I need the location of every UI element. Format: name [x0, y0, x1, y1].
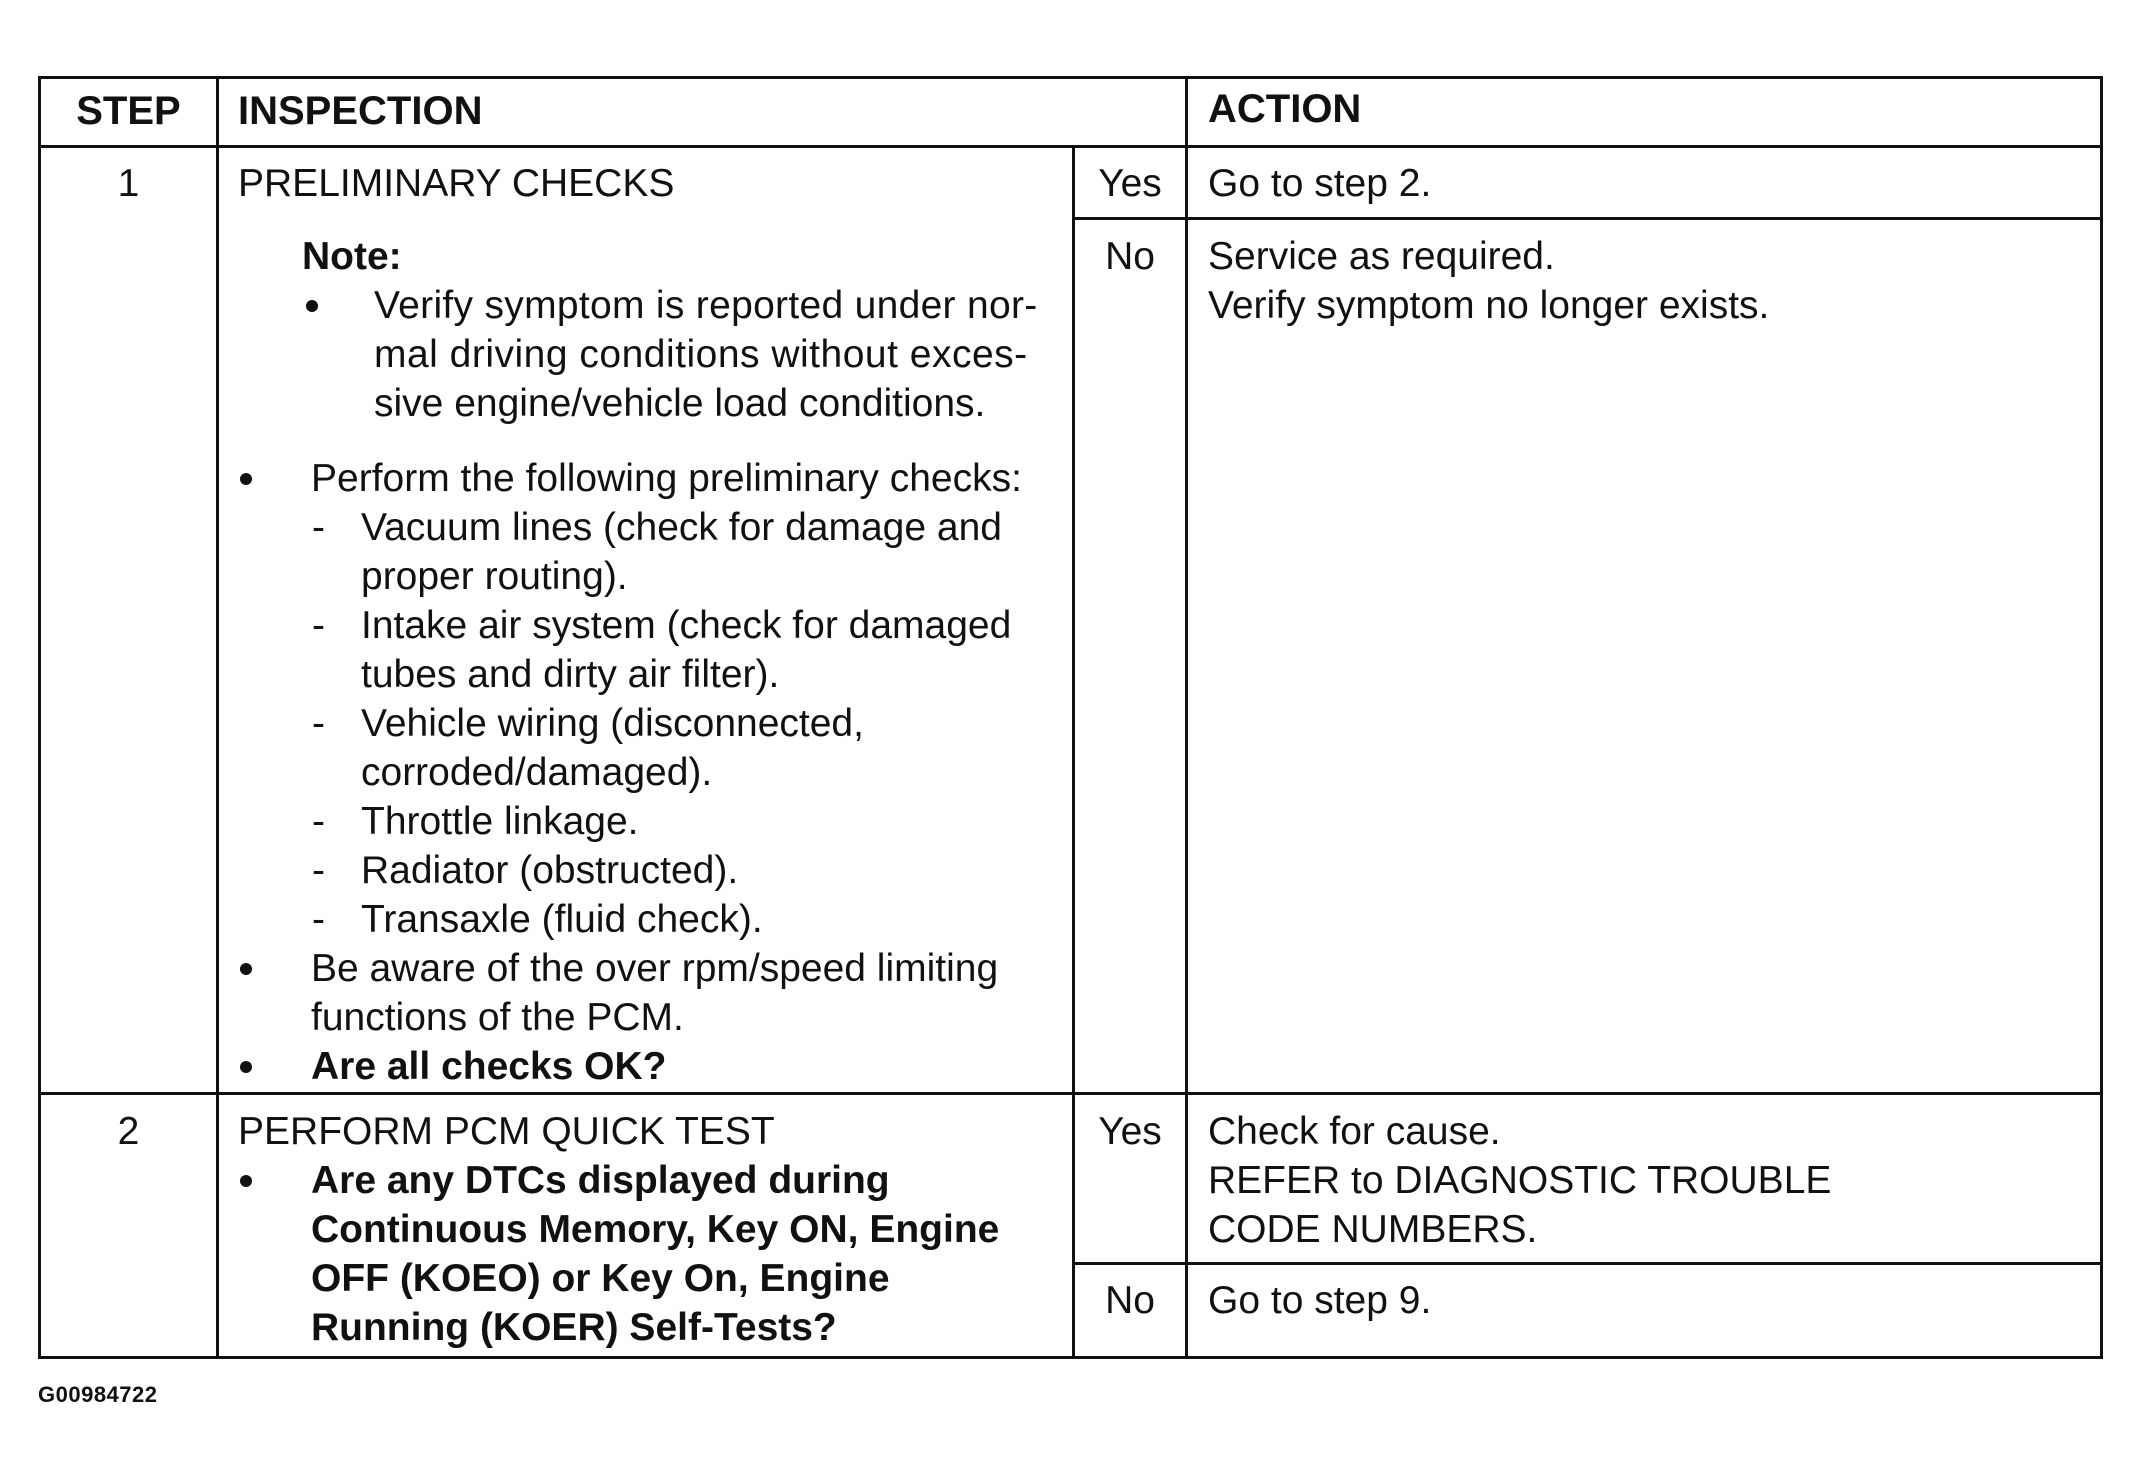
row1-question: Are all checks OK?	[311, 1045, 667, 1088]
row1-bullet2-line: Be aware of the over rpm/speed limiting	[311, 947, 999, 990]
table-border-bottom	[38, 1356, 2103, 1359]
row1-title: PRELIMINARY CHECKS	[238, 162, 675, 205]
row2-yes-action-line: Check for cause.	[1208, 1110, 1501, 1153]
dash-marker: -	[312, 898, 325, 941]
dash-marker: -	[312, 506, 325, 549]
row2-question-line: Running (KOER) Self-Tests?	[311, 1306, 837, 1349]
note-line: sive engine/vehicle load conditions.	[374, 382, 986, 425]
action-column-divider	[1185, 76, 1188, 1359]
row2-yes-no-divider	[1072, 1262, 2103, 1265]
check-line: Vehicle wiring (disconnected,	[361, 702, 864, 745]
row1-no-action-line: Verify symptom no longer exists.	[1208, 284, 1770, 327]
row1-step-number: 1	[117, 162, 140, 205]
table-border-right	[2100, 76, 2103, 1359]
row2-question-line: OFF (KOEO) or Key On, Engine	[311, 1257, 890, 1300]
row2-question-line: Continuous Memory, Key ON, Engine	[311, 1208, 1000, 1251]
yes-no-column-divider	[1072, 145, 1075, 1359]
note-line: mal driving conditions without exces-	[374, 333, 1028, 376]
check-line: proper routing).	[361, 555, 628, 598]
row1-no-label: No	[1105, 235, 1155, 278]
question-bullet	[240, 1061, 252, 1073]
check-line: corroded/damaged).	[361, 751, 713, 794]
header-action: ACTION	[1208, 87, 1362, 131]
row1-no-action-line: Service as required.	[1208, 235, 1555, 278]
note-line: Verify symptom is reported under nor-	[374, 284, 1038, 327]
dash-marker: -	[312, 702, 325, 745]
checks-bullet	[240, 473, 252, 485]
check-line: tubes and dirty air filter).	[361, 653, 780, 696]
figure-code: G00984722	[38, 1382, 158, 1407]
row2-title: PERFORM PCM QUICK TEST	[238, 1110, 775, 1153]
check-line: Intake air system (check for damaged	[361, 604, 1012, 647]
check-line: Radiator (obstructed).	[361, 849, 739, 892]
row2-question-bullet	[240, 1175, 252, 1187]
check-line: Vacuum lines (check for damage and	[361, 506, 1002, 549]
header-inspection: INSPECTION	[238, 89, 483, 133]
row1-note-label: Note:	[302, 235, 402, 278]
check-line: Transaxle (fluid check).	[361, 898, 763, 941]
step-column-divider	[216, 76, 219, 1359]
table-border-top	[38, 76, 2103, 79]
note-bullet	[306, 300, 318, 312]
row2-yes-action-line: CODE NUMBERS.	[1208, 1208, 1538, 1251]
table-border-left	[38, 76, 41, 1359]
row2-no-action: Go to step 9.	[1208, 1279, 1432, 1322]
dash-marker: -	[312, 849, 325, 892]
row2-no-label: No	[1105, 1279, 1155, 1322]
check-line: Throttle linkage.	[361, 800, 639, 843]
row2-step-number: 2	[117, 1110, 140, 1153]
row1-yes-action: Go to step 2.	[1208, 162, 1432, 205]
header-step: STEP	[76, 89, 181, 133]
row1-yes-label: Yes	[1098, 162, 1162, 205]
header-divider	[38, 145, 2103, 148]
row2-yes-label: Yes	[1098, 1110, 1162, 1153]
row1-yes-no-divider	[1072, 217, 2103, 220]
row2-question-line: Are any DTCs displayed during	[311, 1159, 890, 1202]
row1-bullet1-text: Perform the following preliminary checks:	[311, 457, 1022, 500]
pcm-bullet	[240, 963, 252, 975]
row-divider	[38, 1092, 2103, 1095]
dash-marker: -	[312, 604, 325, 647]
row2-yes-action-line: REFER to DIAGNOSTIC TROUBLE	[1208, 1159, 1832, 1202]
dash-marker: -	[312, 800, 325, 843]
row1-bullet2-line: functions of the PCM.	[311, 996, 684, 1039]
